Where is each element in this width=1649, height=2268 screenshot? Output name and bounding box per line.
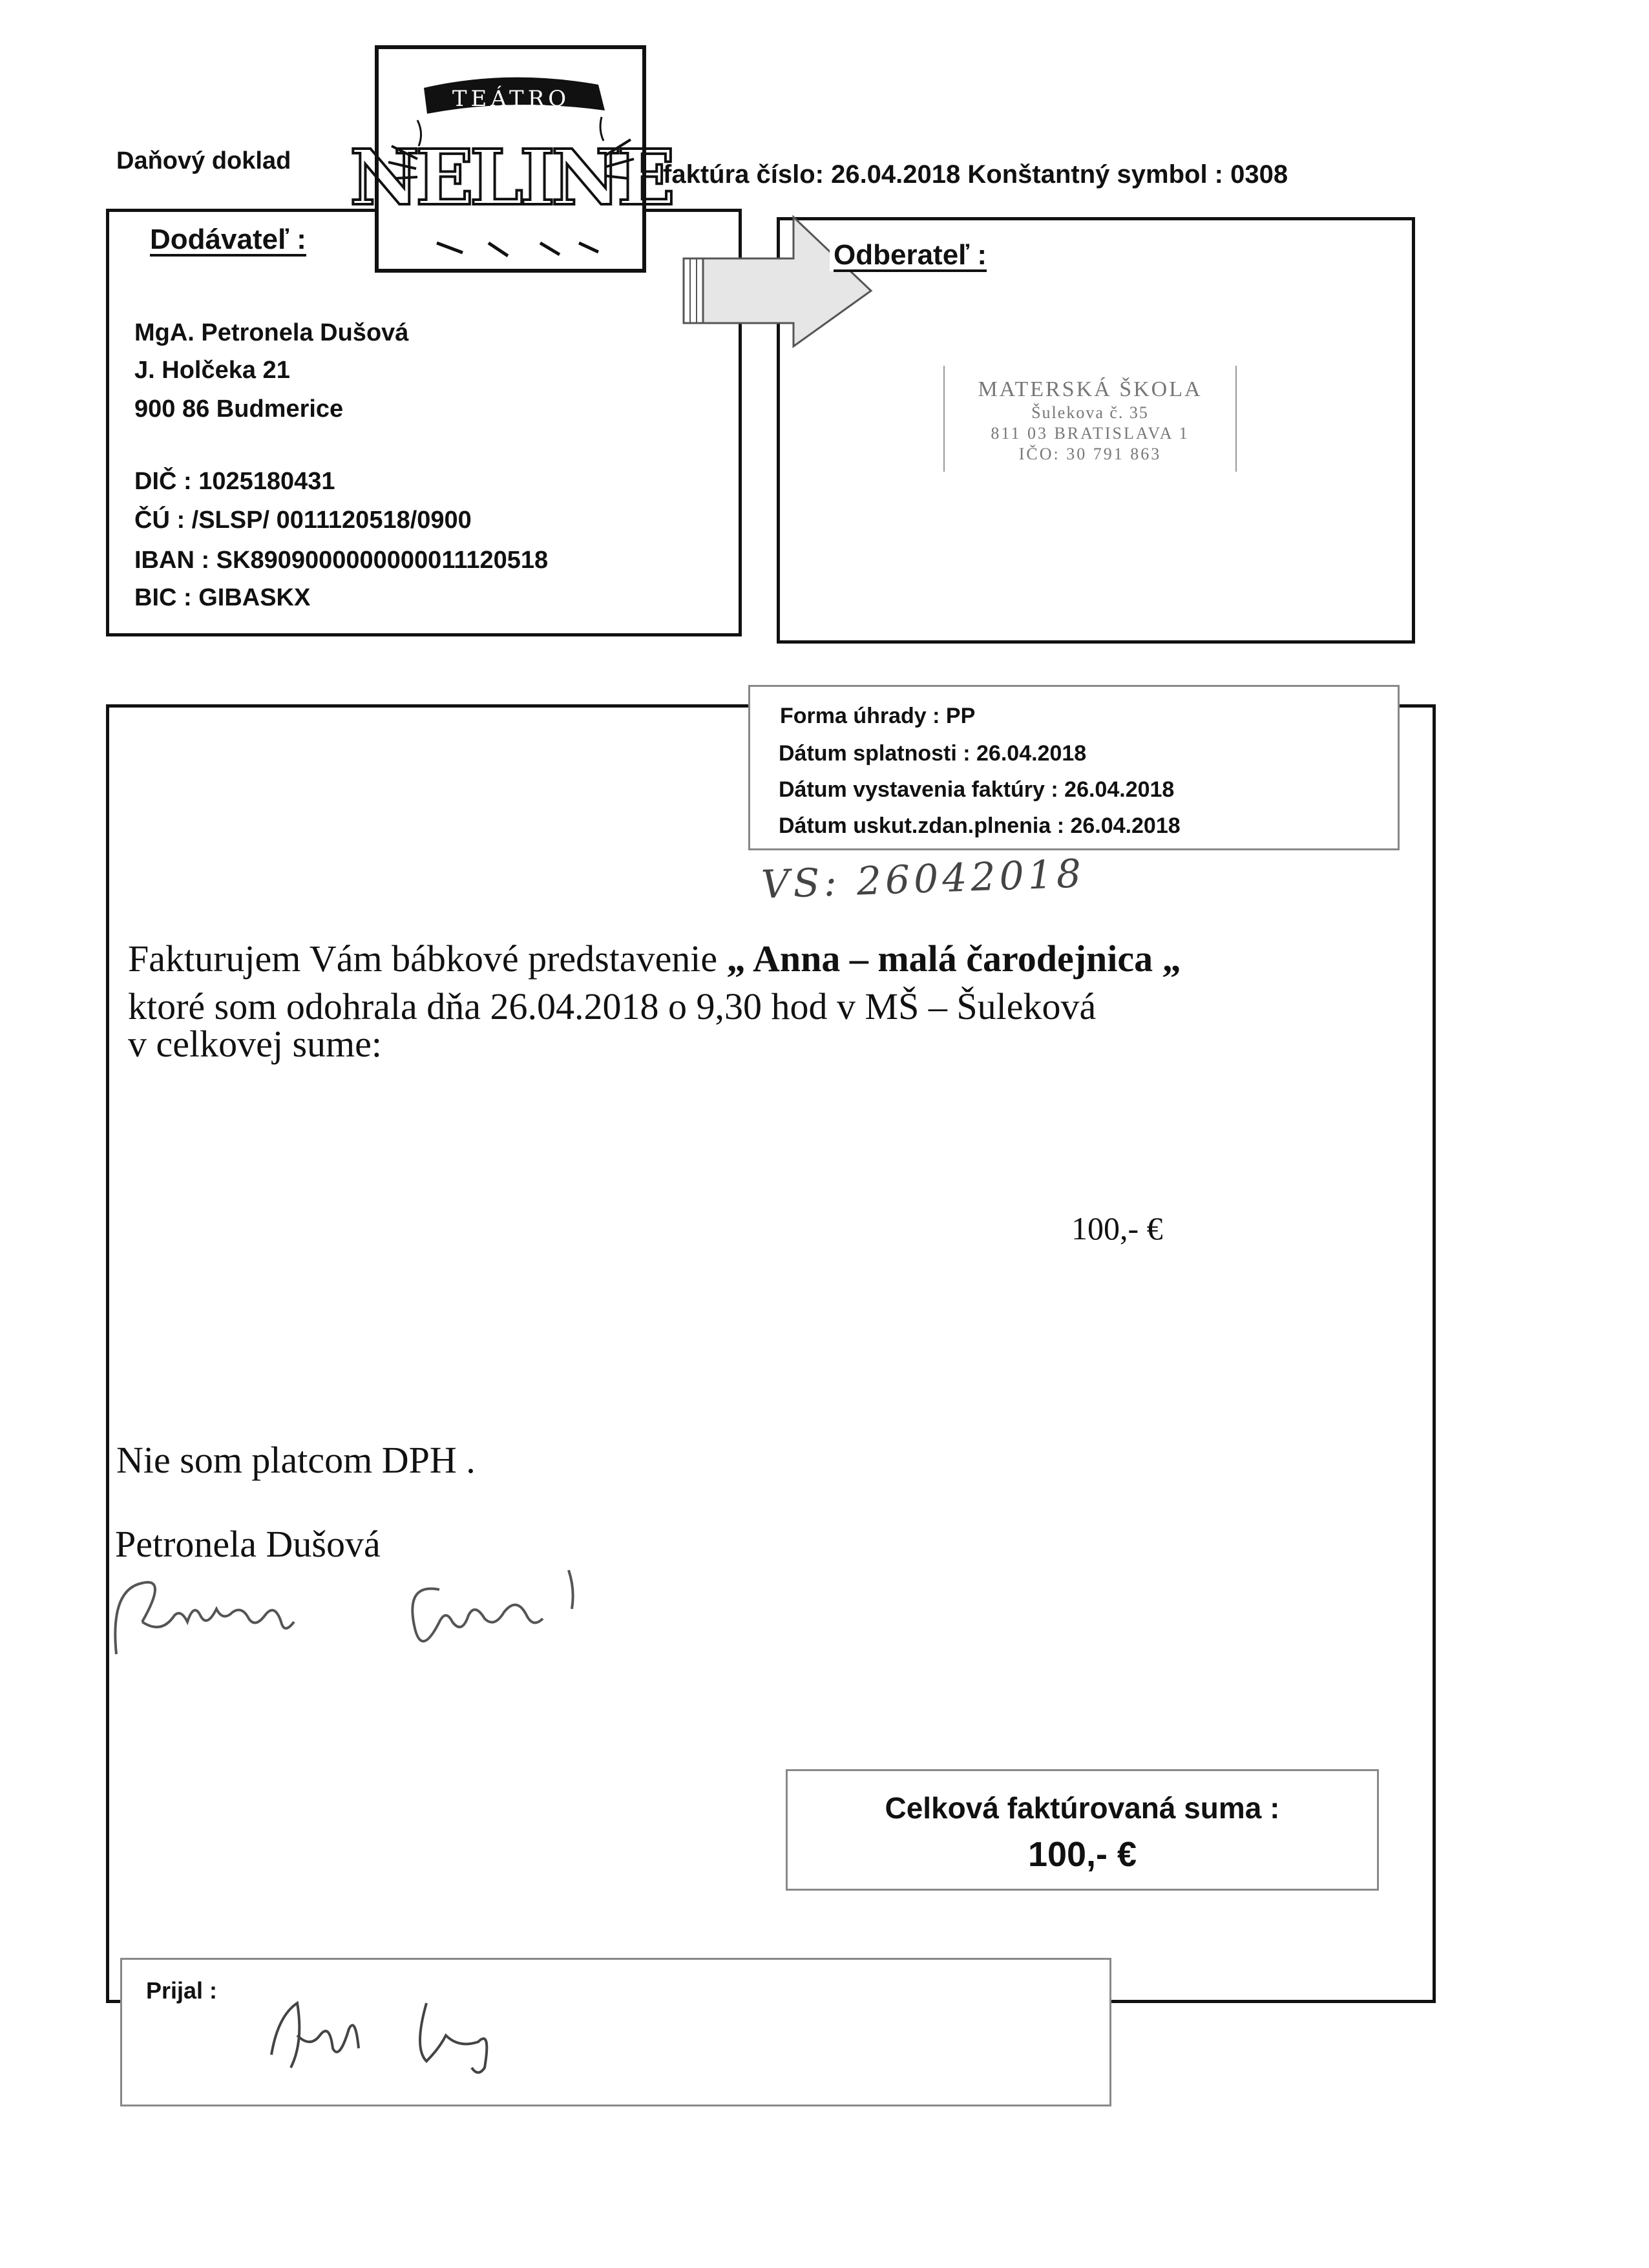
supplier-account: ČÚ : /SLSP/ 0011120518/0900 [134,507,472,534]
supplier-dic: DIČ : 1025180431 [134,468,335,495]
body-line-3: v celkovej sume: [128,1023,383,1065]
signer-name: Petronela Dušová [115,1523,381,1565]
issue-date: Dátum vystavenia faktúry : 26.04.2018 [779,777,1175,802]
svg-text:NELINE: NELINE [350,132,671,222]
received-signature-icon [258,1977,556,2081]
invoice-amount: 100,- € [1071,1210,1163,1246]
company-logo [350,45,671,273]
stamp-street: Šulekova č. 35 [1031,403,1149,422]
body-line-2: ktoré som odohrala dňa 26.04.2018 o 9,30 hod v MŠ – Šuleková [128,985,1097,1027]
supplier-city: 900 86 Budmerice [134,395,344,423]
svg-text:TEÁTRO: TEÁTRO [452,86,571,112]
document-type: Daňový doklad [116,147,291,174]
play-title: „ Anna – malá čarodejnica „ [726,938,1181,980]
stamp-city: 811 03 BRATISLAVA 1 [991,424,1190,443]
due-date: Dátum splatnosti : 26.04.2018 [779,741,1087,766]
supplier-iban: IBAN : SK8909000000000011120518 [134,547,549,574]
body-line-1 [128,937,1181,980]
payment-method: Forma úhrady : PP [780,704,976,728]
total-label: Celková faktúrovaná suma : [885,1791,1280,1825]
supplier-bic: BIC : GIBASKX [134,584,311,611]
customer-stamp [943,366,1237,472]
supplier-name: MgA. Petronela Dušová [134,319,409,346]
invoice-number-line [663,160,1288,189]
signature-icon [103,1551,685,1680]
payment-details-box [748,685,1400,850]
customer-heading: Odberateľ : [830,239,991,271]
supplier-street: J. Holčeka 21 [134,357,290,384]
total-value: 100,- € [1027,1835,1137,1874]
received-label: Prijal : [146,1977,218,2004]
stamp-name: MATERSKÁ ŠKOLA [978,377,1203,401]
arrow-right-icon [684,211,877,353]
teatro-neline-logo-icon [350,49,671,269]
body-line-1-prefix: Fakturujem Vám bábkové predstavenie [128,938,718,980]
supply-date: Dátum uskut.zdan.plnenia : 26.04.2018 [779,814,1181,838]
vat-note: Nie som platcom DPH . [116,1439,476,1481]
supplier-heading: Dodávateľ : [150,224,306,255]
invoice-number: faktúra číslo: 26.04.2018 [663,160,961,189]
constant-symbol: Konštantný symbol : 0308 [967,160,1288,189]
total-amount-box [786,1769,1379,1891]
handwritten-variable-symbol: VS: 26042018 [760,851,1086,908]
stamp-ico: IČO: 30 791 863 [1018,445,1162,463]
